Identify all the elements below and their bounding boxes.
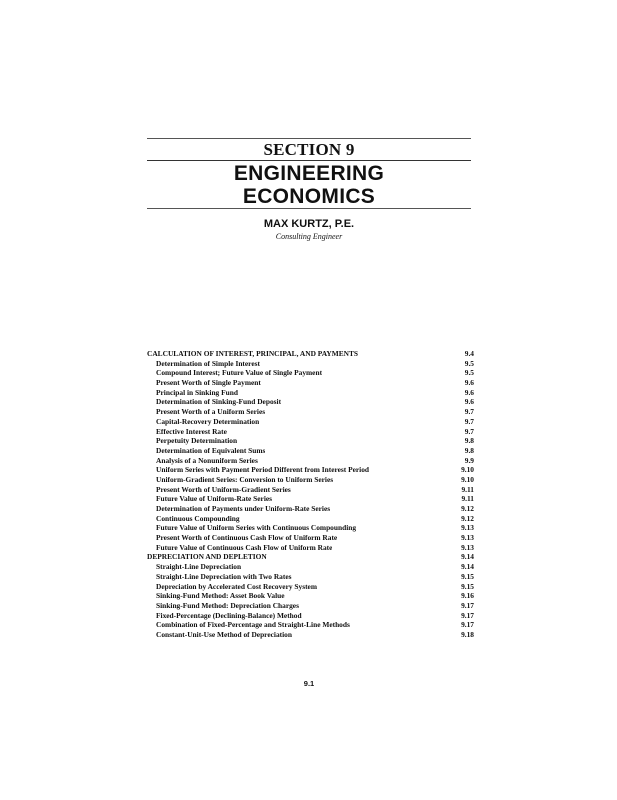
toc-entry-page: 9.5 <box>464 368 474 378</box>
section-label: SECTION 9 <box>263 140 355 159</box>
toc-entry-title: Analysis of a Nonuniform Series <box>156 455 258 465</box>
toc-entry-page: 9.8 <box>464 436 474 446</box>
toc-entry-page: 9.11 <box>461 484 474 494</box>
toc-entry-page: 9.11 <box>461 494 474 504</box>
toc-entry-title: Straight-Line Depreciation with Two Rates <box>156 571 292 581</box>
toc-entry-title: Determination of Equivalent Sums <box>156 445 266 455</box>
toc-section-heading <box>147 552 474 562</box>
toc-entry <box>147 514 474 524</box>
toc-entry <box>147 611 474 621</box>
toc-entry-page: 9.13 <box>461 533 474 543</box>
toc-entry <box>147 494 474 504</box>
toc-entry-title: Fixed-Percentage (Declining-Balance) Method <box>156 610 302 620</box>
toc-entry <box>147 475 474 485</box>
toc-entry-title: Present Worth of Continuous Cash Flow of Uniform Rate <box>156 533 338 543</box>
toc-entry <box>147 620 474 630</box>
toc-entry-title: Uniform-Gradient Series: Conversion to Uniform Series <box>156 474 334 484</box>
toc-entry-page: 9.4 <box>464 349 474 358</box>
toc-entry-title: Present Worth of a Uniform Series <box>156 407 266 417</box>
toc-section-heading <box>147 349 474 359</box>
toc-entry-title: Compound Interest; Future Value of Single Payment <box>156 368 323 378</box>
toc-entry <box>147 465 474 475</box>
toc-entry-page: 9.15 <box>461 581 474 591</box>
toc-entry-page: 9.15 <box>461 571 474 581</box>
toc-entry-page: 9.10 <box>461 465 474 475</box>
toc-entry <box>147 407 474 417</box>
chapter-title <box>147 162 471 208</box>
toc-entry-title: Perpetuity Determination <box>156 436 238 446</box>
toc-entry-page: 9.14 <box>461 552 474 562</box>
toc-entry-title: Constant-Unit-Use Method of Depreciation <box>156 629 292 639</box>
toc-entry <box>147 630 474 640</box>
author-affiliation: Consulting Engineer <box>275 232 343 241</box>
toc-entry-page: 9.7 <box>464 426 474 436</box>
toc-entry-page: 9.13 <box>461 523 474 533</box>
toc-entry-title: DEPRECIATION AND DEPLETION <box>147 552 267 562</box>
section-rule <box>147 160 471 161</box>
title-rule <box>147 208 471 209</box>
page-number: 9.1 <box>303 679 315 688</box>
toc-entry-page: 9.12 <box>461 504 474 513</box>
chapter-title-line-1: ENGINEERING <box>233 162 385 185</box>
toc-entry <box>147 601 474 611</box>
toc-entry-title: Future Value of Continuous Cash Flow of Uniform Rate <box>156 542 333 552</box>
toc-entry-page: 9.10 <box>461 474 474 484</box>
toc-entry-title: Sinking-Fund Method: Asset Book Value <box>156 591 285 601</box>
toc-entry <box>147 359 474 369</box>
toc-entry-page: 9.7 <box>464 416 474 426</box>
toc-entry <box>147 582 474 592</box>
toc-entry-title: Determination of Simple Interest <box>156 358 260 368</box>
toc-entry <box>147 417 474 427</box>
toc-entry-title: Capital-Recovery Determination <box>156 416 260 426</box>
toc-entry <box>147 572 474 582</box>
toc-entry-title: Effective Interest Rate <box>156 426 227 436</box>
toc-entry-title: Depreciation by Accelerated Cost Recovery System <box>156 581 317 591</box>
toc-entry <box>147 397 474 407</box>
toc-entry-page: 9.18 <box>461 629 474 639</box>
toc-entry-page: 9.6 <box>464 387 474 397</box>
toc-entry-title: Future Value of Uniform Series with Continuous Compounding <box>156 523 357 533</box>
toc-entry-title: Straight-Line Depreciation <box>156 562 242 572</box>
toc-entry <box>147 591 474 601</box>
toc-entry <box>147 485 474 495</box>
toc-entry-page: 9.6 <box>464 397 474 407</box>
toc-entry-page: 9.14 <box>461 562 474 572</box>
toc-entry-page: 9.5 <box>464 358 474 368</box>
toc-entry-title: Determination of Payments under Uniform-Rate Series <box>156 504 331 513</box>
toc-entry <box>147 562 474 572</box>
toc-entry-page: 9.7 <box>464 407 474 417</box>
toc-entry <box>147 446 474 456</box>
toc-entry-title: Continuous Compounding <box>156 513 240 523</box>
toc-entry <box>147 368 474 378</box>
toc-entry-title: Combination of Fixed-Percentage and Straight-Line Methods <box>156 620 350 630</box>
toc-entry-page: 9.12 <box>461 513 474 523</box>
toc-entry <box>147 388 474 398</box>
toc-entry-title: Uniform Series with Payment Period Different from Interest Period <box>156 465 370 475</box>
toc-entry-title: Principal in Sinking Fund <box>156 387 238 397</box>
toc-entry-title: Present Worth of Uniform-Gradient Series <box>156 484 291 494</box>
toc-entry-page: 9.17 <box>461 620 474 630</box>
toc-entry-page: 9.17 <box>461 600 474 610</box>
toc-entry-title: Present Worth of Single Payment <box>156 378 261 388</box>
toc-entry-page: 9.9 <box>464 455 474 465</box>
toc-entry-title: Determination of Sinking-Fund Deposit <box>156 397 282 407</box>
toc-entry-page: 9.8 <box>464 445 474 455</box>
toc-entry-title: Sinking-Fund Method: Depreciation Charges <box>156 600 299 610</box>
toc-entry-page: 9.17 <box>461 610 474 620</box>
toc-entry <box>147 543 474 553</box>
toc-entry <box>147 427 474 437</box>
toc-entry-page: 9.13 <box>461 542 474 552</box>
author-name: MAX KURTZ, P.E. <box>263 218 355 230</box>
toc-entry <box>147 456 474 466</box>
toc-entry <box>147 436 474 446</box>
toc-entry <box>147 523 474 533</box>
toc-entry <box>147 378 474 388</box>
toc-entry <box>147 504 474 514</box>
table-of-contents <box>147 349 474 640</box>
toc-entry <box>147 533 474 543</box>
chapter-title-line-2: ECONOMICS <box>242 185 376 208</box>
toc-entry-title: Future Value of Uniform-Rate Series <box>156 494 273 504</box>
toc-entry-page: 9.16 <box>461 591 474 601</box>
toc-entry-page: 9.6 <box>464 378 474 388</box>
top-rule <box>147 138 471 139</box>
toc-entry-title: CALCULATION OF INTEREST, PRINCIPAL, AND PAYMENTS <box>147 349 358 358</box>
